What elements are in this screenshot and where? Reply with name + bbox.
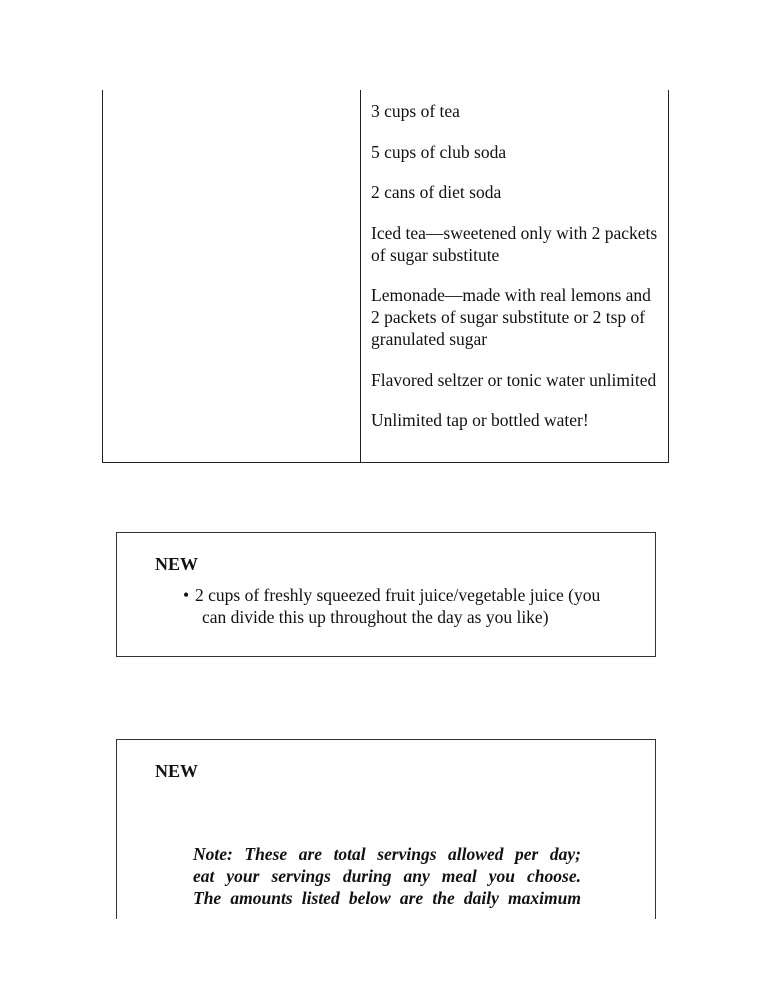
bullet-icon: • [183, 585, 190, 605]
list-item: Flavored seltzer or tonic water unlimited [371, 369, 657, 390]
table-right-column [362, 90, 668, 462]
list-item: 2 cans of diet soda [371, 182, 502, 202]
note-line: The amounts listed below are the daily maximum [193, 888, 581, 908]
list-item: 5 cups of club soda [371, 141, 507, 162]
drinks-table [102, 90, 669, 463]
drinks-list [371, 100, 658, 431]
list-item: Iced tea—sweetened only with 2 packets of sugar substitute [371, 222, 658, 265]
note-line: Note: These are total servings allowed per day; [193, 844, 581, 864]
new-heading: NEW [155, 761, 199, 781]
new-heading: NEW [155, 554, 199, 574]
juice-bullet-item [183, 584, 643, 628]
table-left-column [103, 90, 361, 462]
note-line: eat your servings during any meal you choose. [193, 866, 581, 886]
list-item: Unlimited tap or bottled water! [371, 410, 589, 430]
new-juice-box [116, 532, 656, 657]
list-item: 3 cups of tea [371, 101, 460, 121]
bullet-text [183, 584, 643, 628]
bullet-text-line: 2 cups of freshly squeezed fruit juice/vegetable juice (you [195, 585, 601, 605]
servings-note [193, 843, 581, 909]
list-item: Lemonade—made with real lemons and 2 packets of sugar substitute or 2 tsp of granulated sugar [371, 285, 651, 349]
new-servings-box [116, 739, 656, 919]
bullet-text-line: can divide this up throughout the day as you like) [202, 607, 549, 627]
